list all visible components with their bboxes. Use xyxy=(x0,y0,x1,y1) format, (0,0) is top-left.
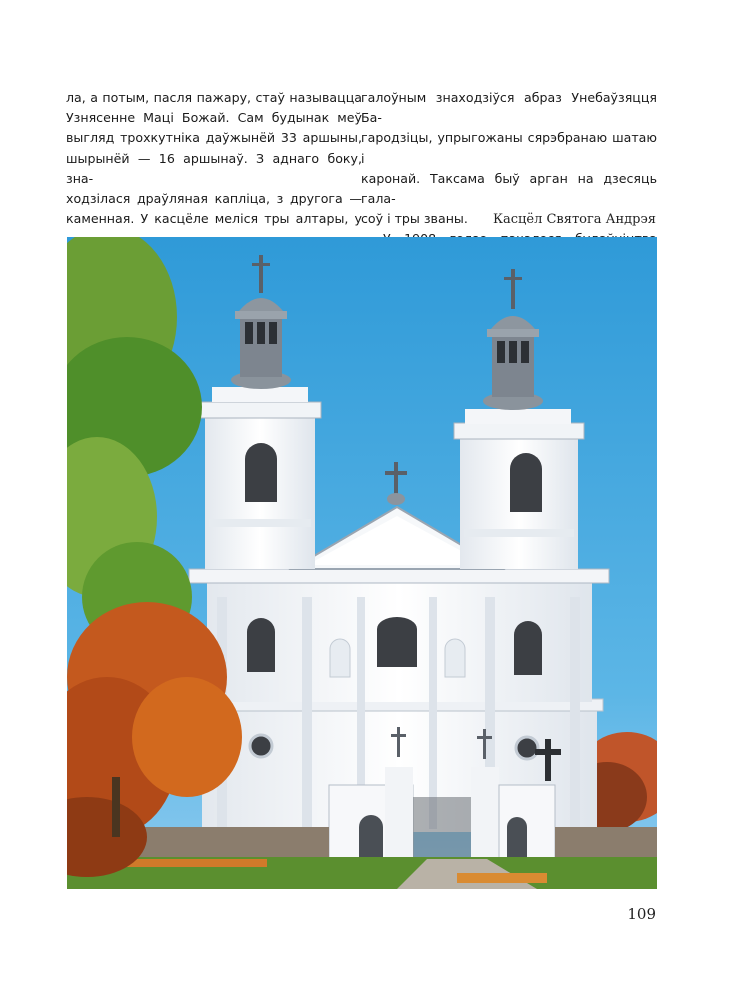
right-paragraph-1 xyxy=(361,88,657,229)
text-line: ходзілася драўляная капліца, з другога — xyxy=(66,191,362,207)
text-line: каронай. Таксама быў арган на дзесяць гала- xyxy=(361,170,657,207)
text-line: каменная. У касцёле меліся тры алтары, у xyxy=(66,211,362,227)
church-illustration xyxy=(67,237,657,889)
text-line: соў і тры званы. xyxy=(361,211,468,227)
text-line: выгляд трохкутніка даўжынёй 33 аршыны, xyxy=(66,130,362,146)
church-photo xyxy=(67,237,657,889)
left-paragraph xyxy=(66,88,362,229)
text-line: гародзіцы, упрыгожаны сярэбранаю шатаю і xyxy=(361,130,657,166)
text-line: галоўным знаходзіўся абраз Унебаўзяцця Ба- xyxy=(361,90,657,126)
text-line: Узнясенне Маці Божай. Сам будынак меў xyxy=(66,110,362,126)
page-number: 109 xyxy=(627,905,656,923)
text-line: шырынёй — 16 аршынаў. З аднаго боку, зна- xyxy=(66,150,362,186)
text-line: ла, а потым, пасля пажару, стаў называцца xyxy=(66,90,362,105)
left-text-column xyxy=(66,88,362,229)
photo-caption: Касцёл Святога Андрэя xyxy=(492,212,656,227)
